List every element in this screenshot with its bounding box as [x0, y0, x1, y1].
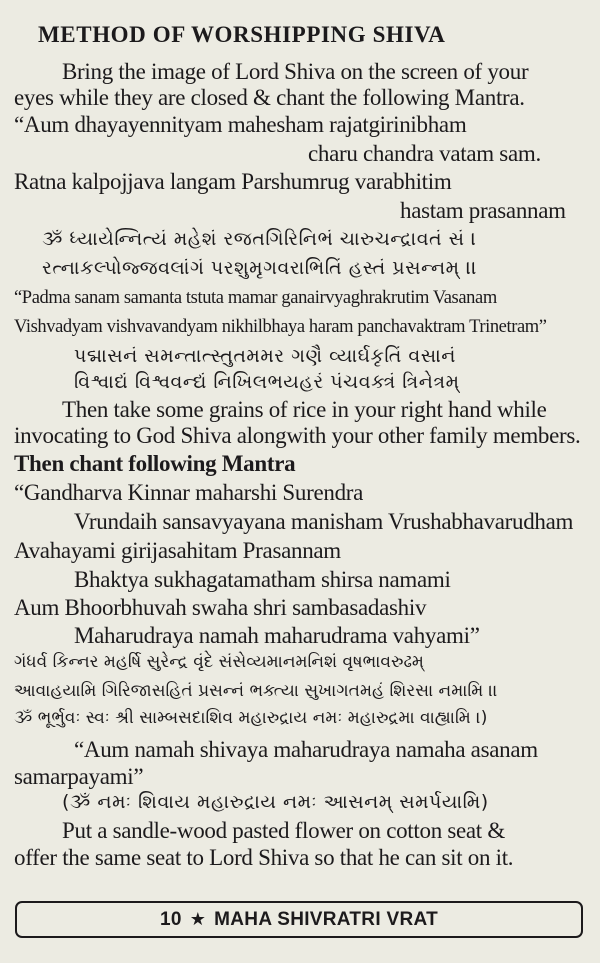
gujarati-mantra-line: વિશ્વાદ્યં વિશ્વવન્દ્યં નિખિલભયહરં પંચવક્ત્રં ત્રિનેત્રમ્	[74, 371, 460, 393]
mantra-line: Vishvadyam vishvavandyam nikhilbhaya haram panchavaktram Trinetram”	[14, 317, 547, 337]
mantra-line: Bhaktya sukhagatamatham shirsa namami	[74, 567, 451, 592]
page-title: METHOD OF WORSHIPPING SHIVA	[38, 22, 446, 47]
mantra-line: Maharudraya namah maharudrama vahyami”	[74, 623, 480, 648]
gujarati-mantra-line: રત્નાકલ્પોજ્જવલાંગં પરશુમૃગવરાભિતિં હસ્તં પ્રસન્નમ્ ।।	[42, 257, 478, 279]
gujarati-mantra-line: પદ્માસનં સમન્તાત્સ્તુતમમર ગણૈ વ્યાર્ઘકૃતિં વસાનં	[74, 345, 456, 367]
text-line: Bring the image of Lord Shiva on the screen of your	[62, 59, 529, 84]
text-line: invocating to God Shiva alongwith your other family members.	[14, 423, 581, 448]
gujarati-mantra-line: આવાહયામિ ગિરિજાસહિતં પ્રસન્નં ભક્ત્યા સુખાગતમહં શિરસા નમામિ ।।	[14, 681, 498, 701]
gujarati-mantra-line: ૐ ભૂર્ભુવઃ સ્વઃ શ્રી સામ્બસદાશિવ મહારુદ્રાય નમઃ મહારુદ્રમા વાહ્યામિ ।)	[14, 708, 488, 728]
text-line: Put a sandle-wood pasted flower on cotton seat &	[62, 818, 505, 843]
text-line: eyes while they are closed & chant the following Mantra.	[14, 85, 525, 110]
gujarati-mantra-line: (ૐ નમઃ શિવાય મહારુદ્રાય નમઃ આસનમ્ સમર્પયામિ)	[62, 791, 489, 813]
mantra-line: Avahayami girijasahitam Prasannam	[14, 538, 341, 563]
star-icon: ★	[189, 909, 207, 929]
mantra-line: Aum Bhoorbhuvah swaha shri sambasadashiv	[14, 595, 427, 620]
mantra-line: “Aum namah shivaya maharudraya namaha asanam	[74, 737, 538, 762]
mantra-line: Ratna kalpojjava langam Parshumrug varabhitim	[14, 169, 452, 194]
mantra-line: Vrundaih sansavyayana manisham Vrushabhavarudham	[74, 509, 574, 534]
mantra-line: “Padma sanam samanta tstuta mamar ganairvyaghrakrutim Vasanam	[14, 288, 497, 308]
mantra-line: charu chandra vatam sam.	[308, 141, 541, 166]
gujarati-mantra-line: ગંધર્વ કિન્નર મહર્ષિ સુરેન્દ્ર વૃંદે સંસેવ્યમાનમનિશં વૃષભાવરુઢમ્	[14, 652, 424, 672]
section-heading: Then chant following Mantra	[14, 451, 296, 476]
mantra-line: hastam prasannam	[400, 198, 566, 223]
page-number: 10	[159, 908, 182, 930]
page-footer	[15, 901, 583, 938]
text-line: Then take some grains of rice in your right hand while	[62, 397, 547, 422]
gujarati-mantra-line: ૐ ધ્યાયેન્નિત્યં મહેશં રજતગિરિનિભં ચારુચન્દ્રાવતં સં ।	[42, 228, 477, 250]
mantra-line: “Gandharva Kinnar maharshi Surendra	[14, 480, 364, 505]
text-line: offer the same seat to Lord Shiva so that he can sit on it.	[14, 845, 514, 870]
mantra-line: samarpayami”	[14, 764, 144, 789]
mantra-line: “Aum dhayayennityam mahesham rajatgirinibham	[14, 112, 467, 137]
book-title: MAHA SHIVRATRI VRAT	[214, 908, 438, 930]
